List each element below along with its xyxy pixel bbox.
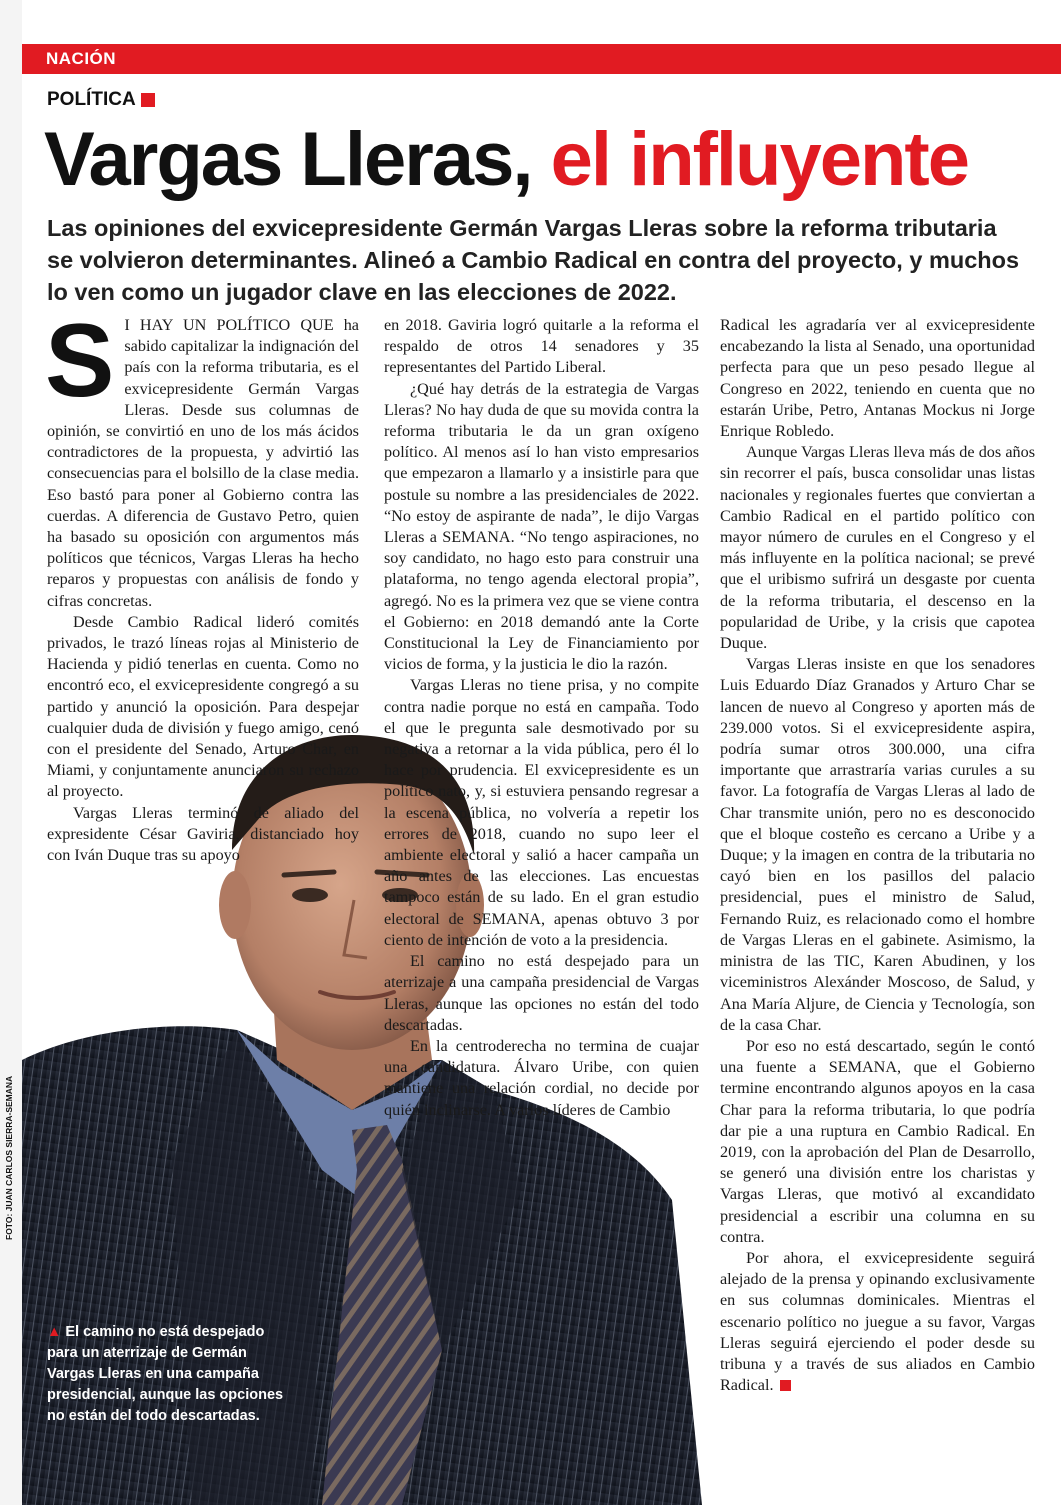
paragraph: Vargas Lleras terminó de aliado del expresidente César Gaviria, distanciado hoy con Iván Duque tras su apoyo — [47, 803, 359, 865]
caption-triangle-icon: ▲ — [47, 1324, 62, 1340]
caption-text: El camino no está despejado para un aterrizaje de Germán Vargas Lleras en una campaña presidencial, aunque las opciones no están del todo descartadas. — [47, 1324, 284, 1424]
kicker-square-icon — [141, 93, 155, 107]
photo-credit: FOTO: JUAN CARLOS SIERRA-SEMANA — [4, 1075, 14, 1240]
paragraph — [720, 1248, 1035, 1396]
photo-caption — [47, 1322, 292, 1427]
deck-subheading: Las opiniones del exvicepresidente Germán Vargas Lleras sobre la reforma tributaria se volvieron determinantes. Alineó a Cambio Radical en contra del proyecto, y muchos lo ven como un jugador clave en las elecciones de 2022. — [47, 215, 1020, 305]
headline-part1: Vargas Lleras, — [44, 117, 532, 202]
paragraph: Vargas Lleras no tiene prisa, y no compite contra nadie porque no está en campaña. Todo el que le pregunta sale desmotivado por su negativa a retornar a la vida pública, pero él lo hace por prudencia. El exvicepresidente es un político nato, y, si estuviera pensando regresar a la escena pública, no volvería a repetir los errores de 2018, cuando no supo leer el ambiente electoral y salió a hacer campaña un año antes de las elecciones. Las encuestas tampoco están de su lado. En el gran estudio electoral de SEMANA, apenas obtuvo 3 por ciento de intención de voto a la presidencia. — [384, 676, 699, 949]
paragraph — [45, 303, 359, 612]
end-mark-icon — [780, 1380, 791, 1391]
paragraph: Por eso no está descartado, según le contó una fuente a SEMANA, que el Gobierno termine encontrando algunos apoyos en la casa Char para la reforma tributaria, lo que podría dar pie a una ruptura en Cambio Radical. En 2019, con la aprobación del Plan de Desarrollo, se generó una división entre los charistas y Vargas Lleras, que motivó al excandidato presidencial a escribir una columna en su contra. — [720, 1036, 1035, 1246]
section-label: NACIÓN — [46, 49, 117, 68]
drop-cap: S — [45, 303, 115, 419]
paragraph: Desde Cambio Radical lideró comités privados, le trazó líneas rojas al Ministerio de Hacienda y pidió tenerlas en cuenta. Como no encontró eco, el exvicepresidente congregó a su partido y anunció la oposición. Para despejar cualquier duda de división y fuego amigo, cenó con el presidente del Senado, Arturo Char, en Miami, y conjuntamente anunciaron su rechazo al proyecto. — [47, 612, 359, 801]
paragraph: El camino no está despejado para un aterrizaje a una campaña presidencial de Vargas Lleras, aunque las opciones no están del todo descartadas. — [384, 952, 699, 1034]
paragraph: Aunque Vargas Lleras lleva más de dos años sin recorrer el país, busca consolidar unas listas nacionales y regionales fuertes que conviertan a Cambio Radical en el partido político con mayor número de curules en el Congreso y el más influyente en la política nacional; se prevé que el uribismo sufrirá un desgaste por cuenta de la reforma tributaria, el descenso en la popularidad de Uribe, y la crisis que capotea Duque. — [720, 443, 1035, 653]
headline-part2: el influyente — [550, 117, 968, 202]
paragraph: En la centroderecha no termina de cuajar una candidatura. Álvaro Uribe, con quien mantiene una relación cordial, no decide por quién inclinarse. A varios líderes de Cambio — [384, 1036, 699, 1119]
article-column-3 — [720, 315, 1035, 1396]
paragraph: en 2018. Gaviria logró quitarle a la reforma el respaldo de otros 14 senadores y 35 representantes del Partido Liberal. — [384, 316, 699, 377]
kicker-label: POLÍTICA — [47, 89, 136, 110]
paragraph: ¿Qué hay detrás de la estrategia de Vargas Lleras? No hay duda de que su movida contra la reforma tributaria le da un gran oxígeno político. Al menos así lo han visto empresarios que empezaron a llamarlo y a insistirle para que postule su nombre a las presidenciales de 2022. “No estoy de aspirante de nada”, le dijo Vargas Lleras a SEMANA. “No tengo aspiraciones, no soy candidato, no hago esto para construir una plataforma, no tengo agenda electoral propia”, agregó. No es la primera vez que se viene contra el Gobierno: en 2018 demandó ante la Corte Constitucional la Ley de Financiamiento por vicios de forma, y la justicia le dio la razón. — [384, 379, 699, 674]
paragraph: Radical les agradaría ver al exvicepresidente encabezando la lista al Senado, una oportunidad perfecta para que un peso pesado llegue al Congreso en 2022, teniendo en cuenta que no estarán Uribe, Petro, Antanas Mockus ni Jorge Enrique Robledo. — [720, 316, 1035, 441]
paragraph-text: Por ahora, el exvicepresidente seguirá alejado de la prensa y opinando exclusivamente en sus columnas dominicales. Mientras el escenario político no juegue a su favor, Vargas Lleras seguirá ejerciendo el poder desde su tribuna y a través de sus aliados en Cambio Radical. — [720, 1248, 1035, 1395]
paragraph: Vargas Lleras insiste en que los senadores Luis Eduardo Díaz Granados y Arturo Char se lancen de nuevo al Congreso y aporten más de 239.000 votos. Si el exvicepresidente aspira, podría sumar otros 300.000, una cifra importante que arrastraría varias curules a su favor. La fotografía de Vargas Lleras al lado de Char transmite unión, pero no es desconocido que el bloque costeño es cercano a Uribe y a Duque; y la imagen en contra de la tributaria no cayó bien en los pasillos del palacio presidencial, pues el ministro de Salud, Fernando Ruiz, es relacionado como el hombre de Vargas Lleras en el gabinete. Asimismo, la ministra de las TIC, Karen Abudinen, y los viceministros Alexánder Moscoso, de Salud, y Ana María Aljure, de Ciencia y Tecnología, son de la casa Char. — [720, 655, 1035, 1034]
article-column-1 — [45, 303, 359, 866]
article-column-2 — [384, 315, 699, 1121]
headline — [44, 110, 968, 210]
paragraph-text: I HAY UN POLÍTICO QUE ha sabido capitalizar la indignación del país con la reforma tributaria, es el exvicepresidente Germán Vargas Lleras. Desde sus columnas de opinión, se convirtió en uno de los más ácidos contradictores de la propuesta, y advirtió las consecuencias para el bolsillo de la clase media. Eso bastó para poner al Gobierno contra las cuerdas. A diferencia de Gustavo Petro, quien ha basado su oposición con argumentos más políticos que técnicos, Vargas Lleras ha hecho reparos y propuestas con análisis de fondo y cifras concretas. — [47, 316, 359, 610]
page-binding-edge — [0, 0, 22, 1505]
section-bar — [22, 44, 1061, 74]
